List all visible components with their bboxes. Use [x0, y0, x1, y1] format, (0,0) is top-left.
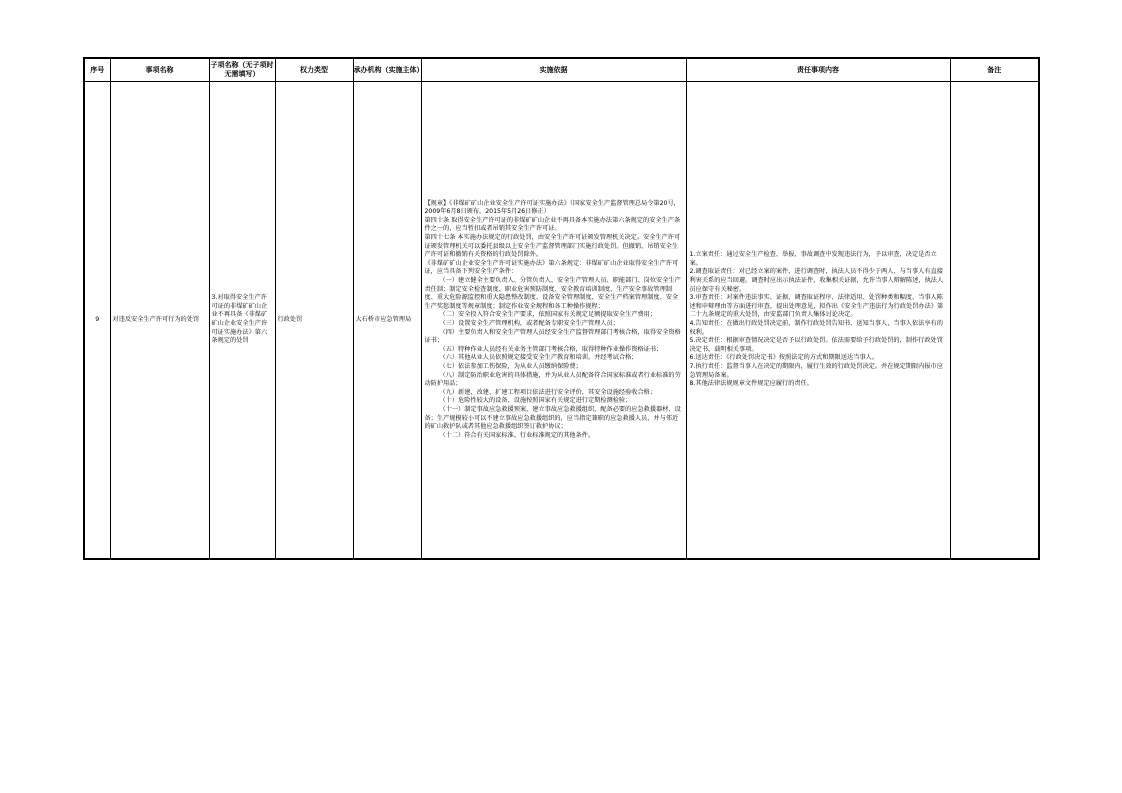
- cell-agency: 大石桥市应急管理局: [353, 82, 421, 560]
- cell-item-name: 对违反安全生产许可行为的处罚: [110, 82, 209, 560]
- header-subitem-name: 子项名称（无子项时无需填写）: [209, 58, 275, 82]
- basis-para: 第四十条 取得安全生产许可证的非煤矿矿山企业不再具备本实施办法第六条规定的安全生产条件之一的，应当暂扣或者吊销其安全生产许可证。: [424, 216, 681, 233]
- table-row: [84, 82, 1039, 560]
- cell-basis: [421, 82, 686, 560]
- header-agency: 承办机构（实施主体）: [353, 58, 421, 82]
- header-seq: 序号: [84, 58, 110, 82]
- cell-subitem-name: 3.对取得安全生产许可证的非煤矿矿山企业不再具备《非煤矿矿山企业安全生产许可证实施办法》第六条规定的处罚: [209, 82, 275, 560]
- basis-para: （十）危险性较大的设备、设施按照国家有关规定进行定期检测检验；: [439, 397, 632, 405]
- basis-para: （六）其他从业人员依照规定接受安全生产教育和培训，并经考试合格；: [439, 354, 638, 362]
- duty-item: 4.告知责任：在做出行政处罚决定前，制作行政处罚告知书，送知当事人，当事人依法享有的权利。: [689, 320, 943, 336]
- cell-remarks: [950, 82, 1039, 560]
- duty-item: 7.执行责任：监督当事人在决定的期限内，履行生效的行政处罚决定。并在规定期限内报市应急管理局备案。: [689, 362, 943, 379]
- cell-duties: [686, 82, 950, 560]
- basis-para: 《非煤矿矿山企业安全生产许可证实施办法》第六条规定：非煤矿矿山企业取得安全生产许可证，应当具备下列安全生产条件：: [424, 259, 679, 276]
- header-item-name: 事项名称: [110, 58, 209, 82]
- basis-para: （九）新建、改建、扩建工程项目依法进行安全评价，其安全设施经验收合格；: [439, 388, 657, 396]
- basis-para: （十二）符合有关国家标准、行业标准规定的其他条件。: [439, 431, 595, 439]
- basis-para: （三）设置安全生产管理机构，或者配备专职安全生产管理人员；: [439, 320, 619, 327]
- basis-para: （四）主要负责人和安全生产管理人员经安全生产监督管理部门考核合格，取得安全资格证书；: [424, 328, 681, 345]
- basis-para: （七）依法参加工伤保险，为从业人员缴纳保险费；: [439, 362, 582, 370]
- basis-para: 【规章】《非煤矿矿山企业安全生产许可证实施办法》（国家安全生产监督管理总局令第20号，2009年6月8日颁布，2015年5月26日修正）: [424, 199, 680, 216]
- duty-item: 5.决定责任：根据审查情况决定是否予以行政处罚。依法需要给予行政处罚的，制作行政处罚决定书，载明相关事项。: [689, 337, 943, 353]
- header-duties: 责任事项内容: [686, 58, 950, 82]
- duty-item: 6.送达责任：《行政处罚决定书》按照法定的方式和期限送达当事人。: [689, 354, 878, 362]
- header-power-type: 权力类型: [275, 58, 353, 82]
- header-basis: 实施依据: [421, 58, 686, 82]
- header-row: [84, 58, 1039, 82]
- cell-seq: 9: [84, 82, 110, 560]
- duty-item: 3.审查责任：对案件违法事实、证据、调查取证程序、法律适用、处罚种类和幅度、当事人陈述和申辩理由等方面进行审查，提出处理意见，拟作出《安全生产违法行为行政处罚办法》第二十九条规定的重大处罚，由安监部门负责人集体讨论决定。: [689, 294, 944, 319]
- basis-para: 第四十七条 本实施办法规定的行政处罚，由安全生产许可证颁发管理机关决定。安全生产许可证颁发管理机关可以委托县级以上安全生产监督管理部门实施行政处罚。但撤销、吊销安全生产许可证和撤销有关资格的行政处罚除外。: [424, 234, 681, 259]
- duty-item: 1.立案责任：通过安全生产检查、举报、事故调查中发现违法行为，予以审查，决定是否立案。: [689, 251, 937, 267]
- cell-power-type: 行政处罚: [275, 82, 353, 560]
- basis-para: （二）安全投入符合安全生产要求，依照国家有关规定足额提取安全生产费用；: [439, 311, 657, 319]
- basis-para: （五）特种作业人员经有关业务主管部门考核合格，取得特种作业操作资格证书；: [439, 345, 663, 353]
- basis-para: （一）建立健全主要负责人、分管负责人、安全生产管理人员、职能部门、岗位安全生产责任制；制定安全检查制度、职业危害预防制度、安全教育培训制度、生产安全事故管理制度、重大危险源监控和重大隐患整改制度、设备安全管理制度、安全生产档案管理制度、安全生产奖惩制度等规章制度；制定作业安全规程和各工种操作规程；: [424, 277, 681, 310]
- basis-para: （八）制定防治职业危害的具体措施，并为从业人员配备符合国家标准或者行业标准的劳动防护用品；: [424, 371, 681, 388]
- basis-para: （十一）制定事故应急救援预案，建立事故应急救援组织，配备必要的应急救援器材、设备；生产规模较小可以不建立事故应急救援组织的，应当指定兼职的应急救援人员，并与邻近的矿山救护队或者其他应急救援组织签订救护协议；: [424, 405, 681, 431]
- duty-item: 2.调查取证责任：对已经立案的案件，进行调查时，执法人员不得少于两人，与当事人有直接利害关系的应当回避。调查时应出示执法证件，收集相关证据，允许当事人辩解陈述，执法人员应保守有关秘密。: [689, 268, 944, 293]
- power-list-table: [83, 57, 1040, 560]
- header-remarks: 备注: [950, 58, 1039, 82]
- duty-item: 8.其他法律法规规章文件规定应履行的责任。: [689, 380, 813, 388]
